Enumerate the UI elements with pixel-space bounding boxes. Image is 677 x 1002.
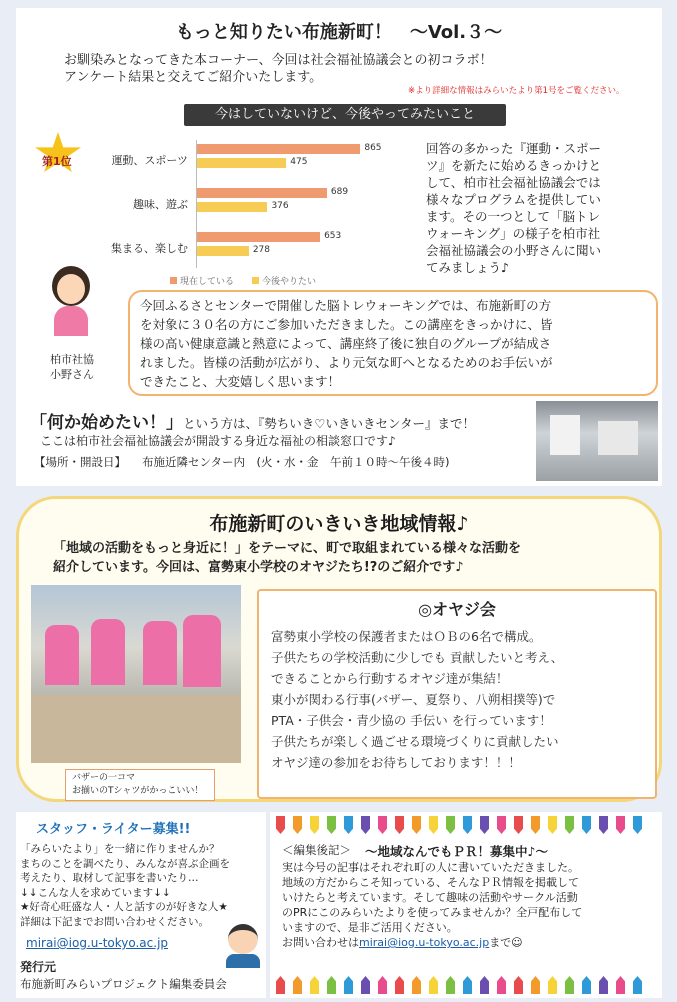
chart-legend bbox=[170, 274, 316, 287]
chart-bar bbox=[196, 158, 286, 168]
section-recruit bbox=[16, 812, 266, 998]
feature-intro-2: アンケート結果と交えてご紹介いたします。 bbox=[64, 70, 323, 85]
note-contact: お問い合わせはmirai@iog.u-tokyo.ac.jpまで☺ bbox=[282, 936, 523, 949]
note-header: ＜編集後記＞ ～地域なんでもＰＲ！募集中♪～ bbox=[282, 843, 548, 859]
feature-intro-1: お馴染みとなってきた本コーナー、今回は社会福祉協議会との初コラボ！ bbox=[64, 53, 493, 68]
chart-bar bbox=[196, 246, 249, 256]
group-title: ◎オヤジ会 bbox=[418, 600, 496, 619]
chart-category-label: 集まる、楽しむ bbox=[111, 242, 188, 255]
chart-value-label: 689 bbox=[330, 187, 349, 197]
place-line: 【場所・開設日】 布施近隣センター内 (火・水・金 午前１０時～午後４時) bbox=[34, 455, 450, 469]
section-feature bbox=[16, 8, 662, 486]
chart-bar bbox=[196, 202, 267, 212]
chart-value-label: 865 bbox=[364, 143, 382, 153]
note-email-link[interactable]: mirai@iog.u-tokyo.ac.jp bbox=[359, 936, 490, 949]
photo-caption: バザーの一コマ お揃いのTシャツがかっこいい！ bbox=[65, 769, 215, 801]
chart-axis bbox=[196, 140, 197, 268]
chart-category-label: 趣味、遊ぶ bbox=[133, 198, 188, 211]
recruit-title: スタッフ・ライター募集!! bbox=[36, 822, 191, 837]
side-text: 回答の多かった『運動・スポー ツ』を新たに始めるきっかけと して、柏市社会福祉協議会では 様々なプログラムを提供してい ます。その一つとして「脳トレ ウォーキング」の様子を柏市社 会福祉協議会の小野さんに聞い てみましょう♪ bbox=[426, 141, 602, 275]
legend-current: 現在している bbox=[170, 274, 234, 287]
chart-value-label: 653 bbox=[324, 231, 342, 241]
speaker-name: 柏市社協 小野さん bbox=[50, 353, 94, 381]
recruit-body: 「みらいたより」を一緒に作りませんか？ まちのことを調べたり、みんなが喜ぶ企画を 考えたり、取材して記事を書いたり… ↓↓こんな人を求めています↓↓ ★好奇心旺盛な人・人と話すのが好きな人★ 詳細は下記までお問い合わせください。 bbox=[20, 843, 230, 928]
group-box bbox=[257, 589, 657, 799]
publisher-label: 発行元 bbox=[20, 960, 57, 974]
section-editor-note bbox=[270, 812, 662, 998]
chart-bar bbox=[196, 232, 320, 242]
chart-category-label: 運動、スポーツ bbox=[111, 154, 188, 167]
rank-label: 第1位 bbox=[42, 155, 72, 168]
chart-value-label: 475 bbox=[290, 157, 308, 167]
publisher-name: 布施新町みらいプロジェクト編集委員会 bbox=[20, 977, 227, 991]
start-line: 「何か始めたい！」という方は、『勢ちいき♡いきいきセンター』まで！ bbox=[30, 413, 475, 433]
speaker-avatar bbox=[48, 266, 94, 336]
section-local-info bbox=[16, 496, 662, 802]
chart-bar bbox=[196, 188, 327, 198]
group-body: 富勢東小学校の保護者またはＯＢの6名で構成。 子供たちの学校活動に少しでも 貢献したいと考え、 できることから行動するオヤジ達が集結！ 東小が関わる行事(バザー、夏祭り、八朔相撲等)で PTA・子供会・青少協の 手伝い を行っています！ 子供たちが楽しく過ごせる環境づくりに貢献したい オヤジ達の参加をお待ちしております！！！ bbox=[271, 629, 564, 770]
feature-note: ※より詳細な情報はみらいたより第1号をご覧ください。 bbox=[408, 86, 625, 96]
bar-chart bbox=[86, 144, 436, 294]
pencil-border-top bbox=[276, 816, 650, 838]
chart-subtitle: 今はしていないけど、今後やってみたいこと bbox=[184, 104, 506, 126]
local-intro: 「地域の活動をもっと身近に！」をテーマに、町で取組まれている様々な活動を 紹介しています。今回は、富勢東小学校のオヤジたち!?のご紹介です♪ bbox=[53, 541, 522, 575]
pencil-border-bottom bbox=[276, 976, 650, 998]
local-title: 布施新町のいきいき地域情報♪ bbox=[209, 513, 469, 535]
editor-avatar bbox=[226, 924, 260, 968]
start-line-2: ここは柏市社会福祉協議会が開設する身近な福祉の相談窓口です♪ bbox=[40, 434, 396, 448]
bazaar-photo bbox=[31, 585, 241, 763]
center-photo bbox=[536, 401, 658, 481]
speech-bubble: 今回ふるさとセンターで開催した脳トレウォーキングでは、布施新町の方 を対象に３０名の方にご参加いただきました。この講座をきっかけに、皆 様の高い健康意識と熱意によって、講座終了後に独自のグループが結成さ れました。皆様の活動が広がり、より元気な町へとなるためのお手伝いが できたこと、大変嬉しく思います！ bbox=[128, 290, 658, 396]
recruit-email-link[interactable]: mirai@iog.u-tokyo.ac.jp bbox=[26, 936, 169, 950]
feature-title: もっと知りたい布施新町！ ～Vol.３～ bbox=[175, 22, 503, 43]
chart-value-label: 278 bbox=[252, 245, 270, 255]
note-body: 実は今号の記事はそれぞれ町の人に書いていただきました。 地域の方だからこそ知っている、そんなＰＲ情報を掲載して いけたらと考えています。そして趣味の活動やサークル活動 のPRにこのみらいたよりを使ってみませんか？全戸配布して いますので、是非ご活用ください。 お問い合わせはmirai@iog.u-tokyo.ac.jpまで☺ bbox=[282, 861, 583, 949]
legend-future: 今後やりたい bbox=[252, 274, 316, 287]
chart-bar bbox=[196, 144, 360, 154]
chart-value-label: 376 bbox=[271, 201, 289, 211]
